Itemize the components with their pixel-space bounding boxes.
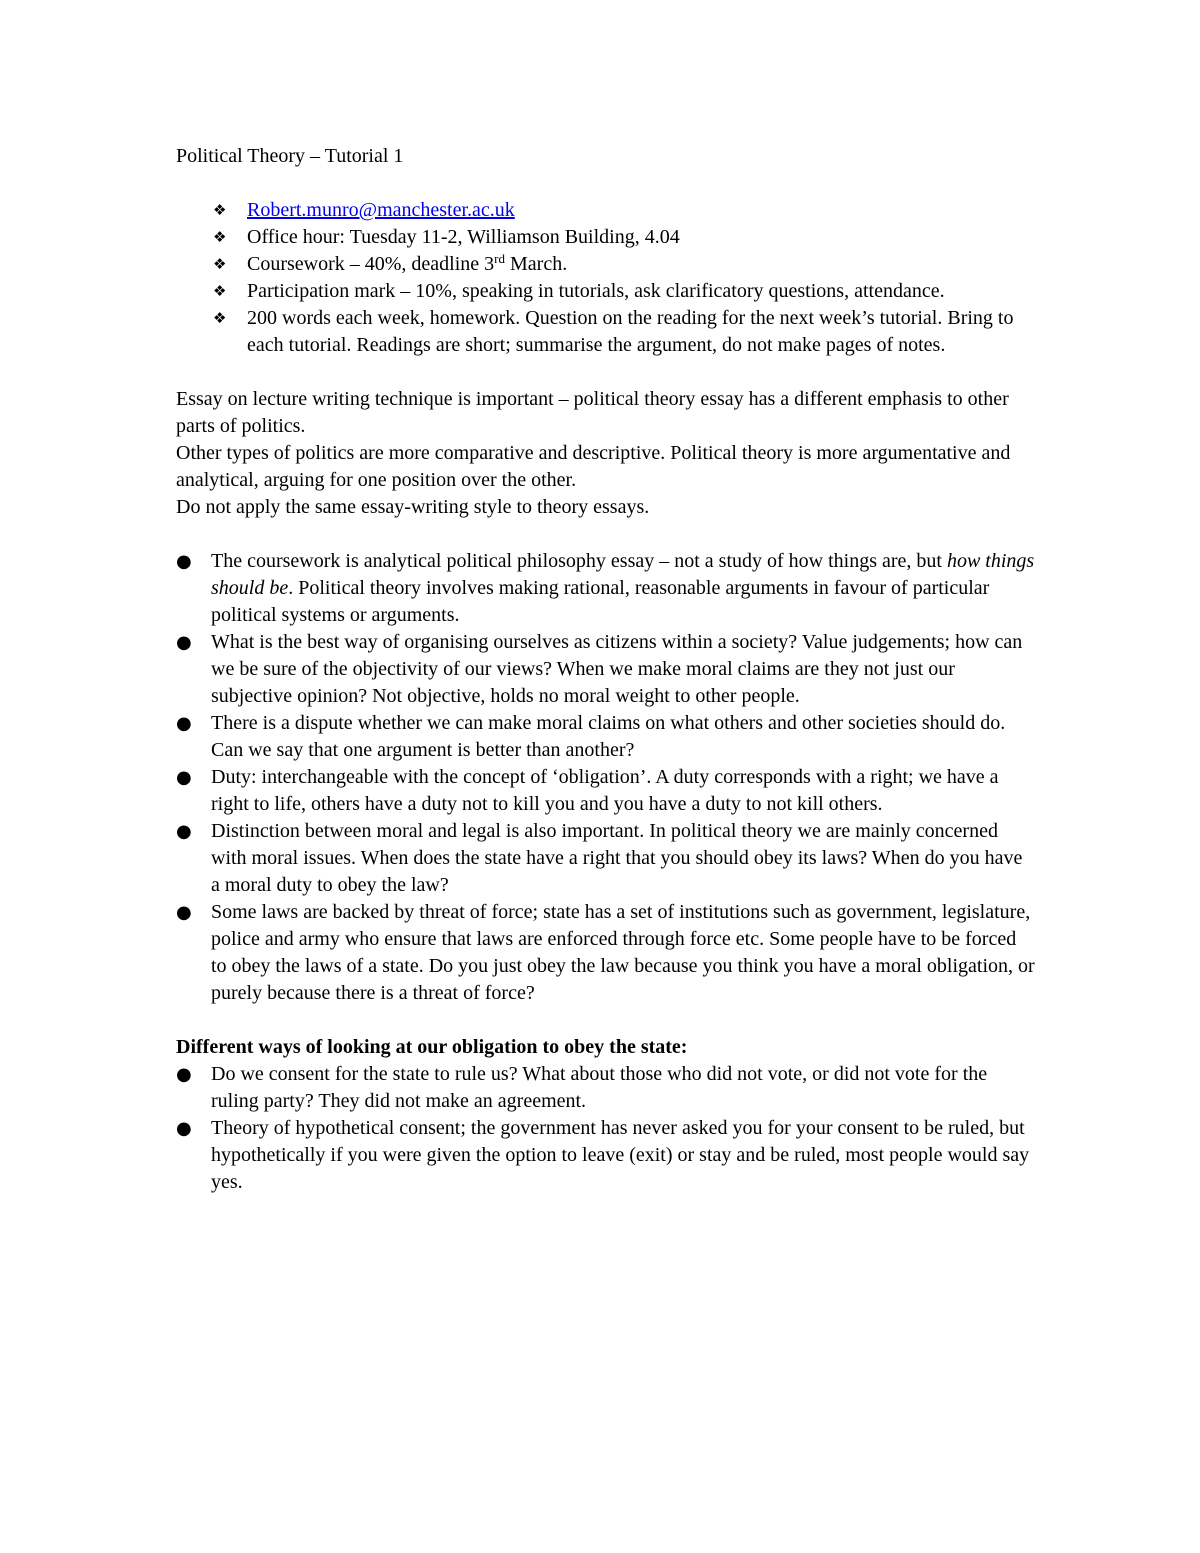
info-item-text-end: March.: [505, 253, 568, 275]
bullet-icon: ●: [176, 1118, 192, 1139]
section-bullet-list: [176, 1061, 1036, 1196]
list-item-text: Some laws are backed by threat of force; state has a set of institutions such as government, legislature, police and army who ensure that laws are enforced through force etc. Some people have to be forced to obey the laws of a state. Do you just obey the law because you think you have a moral obligation, or purely because there is a threat of force?: [211, 901, 1035, 1004]
list-item-text: There is a dispute whether we can make moral claims on what others and other societies should do. Can we say that one argument is better than another?: [211, 712, 1006, 761]
list-item: [176, 629, 1036, 710]
list-item-text: Distinction between moral and legal is also important. In political theory we are mainly concerned with moral issues. When does the state have a right that you should obey its laws? When do you have a moral duty to obey the law?: [211, 820, 1023, 896]
diamond-bullet-icon: ❖: [213, 282, 227, 300]
info-item-office-hour: [176, 224, 1036, 251]
bullet-icon: ●: [176, 551, 192, 572]
spacer: [176, 359, 1036, 386]
bullet-icon: ●: [176, 902, 192, 923]
info-item-text: Office hour: Tuesday 11-2, Williamson Building, 4.04: [247, 226, 680, 248]
diamond-bullet-icon: ❖: [213, 255, 227, 273]
list-item-text-end: . Political theory involves making rational, reasonable arguments in favour of particular political systems or arguments.: [211, 577, 990, 626]
paragraph-types-of-politics: Other types of politics are more comparative and descriptive. Political theory is more argumentative and analytical, arguing for one position over the other.: [176, 442, 1011, 491]
list-item: [176, 899, 1036, 1007]
list-item: [176, 710, 1036, 764]
list-item-text: What is the best way of organising ourselves as citizens within a society? Value judgements; how can we be sure of the objectivity of our views? When we make moral claims are they not just our subjective opinion? Not objective, holds no moral weight to other people.: [211, 631, 1023, 707]
info-item-text: Participation mark – 10%, speaking in tutorials, ask clarificatory questions, attendance.: [247, 280, 945, 302]
list-item: [176, 818, 1036, 899]
info-item-homework: [176, 305, 1036, 359]
list-item: [176, 1061, 1036, 1115]
document-content: [176, 143, 1036, 1196]
list-item-text: Theory of hypothetical consent; the government has never asked you for your consent to be ruled, but hypothetically if you were given the option to leave (exit) or stay and be ruled, most people would say yes.: [211, 1117, 1030, 1193]
section-heading: Different ways of looking at our obligation to obey the state:: [176, 1036, 688, 1058]
list-item-text: Do we consent for the state to rule us? What about those who did not vote, or did not vote for the ruling party? They did not make an agreement.: [211, 1063, 988, 1112]
spacer: [176, 521, 1036, 548]
paragraph-essay-style: Do not apply the same essay-writing style to theory essays.: [176, 496, 650, 518]
spacer: [176, 1007, 1036, 1034]
diamond-bullet-icon: ❖: [213, 309, 227, 327]
list-item-text: Duty: interchangeable with the concept of ‘obligation’. A duty corresponds with a right; we have a right to life, others have a duty not to kill you and you have a duty to not kill others.: [211, 766, 999, 815]
email-link[interactable]: Robert.munro@manchester.ac.uk: [247, 199, 515, 221]
diamond-bullet-icon: ❖: [213, 201, 227, 219]
info-list: [176, 197, 1036, 359]
document-title: Political Theory – Tutorial 1: [176, 145, 404, 167]
ordinal-suffix: rd: [494, 251, 506, 266]
info-item-text: Coursework – 40%, deadline 3: [247, 253, 495, 275]
list-item-emphasis: how things should be: [211, 550, 1035, 599]
bullet-icon: ●: [176, 632, 192, 653]
info-item-email: [176, 197, 1036, 224]
list-item: [176, 1115, 1036, 1196]
bullet-icon: ●: [176, 713, 192, 734]
main-bullet-list: [176, 548, 1036, 1007]
bullet-icon: ●: [176, 1064, 192, 1085]
paragraph-essay-technique: Essay on lecture writing technique is important – political theory essay has a different emphasis to other parts of politics.: [176, 388, 1009, 437]
info-item-coursework: [176, 251, 1036, 278]
list-item: [176, 764, 1036, 818]
info-item-participation: [176, 278, 1036, 305]
list-item: [176, 548, 1036, 629]
info-item-text: 200 words each week, homework. Question on the reading for the next week’s tutorial. Bring to each tutorial. Readings are short; summarise the argument, do not make pages of notes.: [247, 307, 1014, 356]
bullet-icon: ●: [176, 821, 192, 842]
bullet-icon: ●: [176, 767, 192, 788]
list-item-text: The coursework is analytical political philosophy essay – not a study of how things are, but: [211, 550, 947, 572]
diamond-bullet-icon: ❖: [213, 228, 227, 246]
